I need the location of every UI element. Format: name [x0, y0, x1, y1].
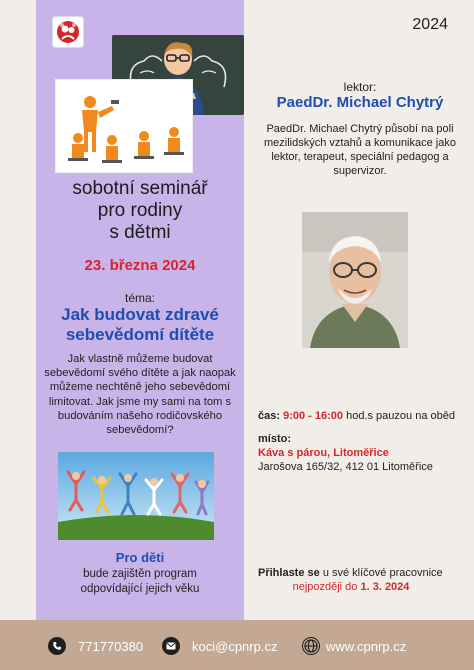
contact-website[interactable] — [302, 637, 406, 655]
kids-description-text: bude zajištěn program odpovídající jejich věku — [80, 568, 200, 595]
place-address: Jarošova 165/32, 412 01 Litoměřice — [258, 461, 433, 473]
email-address: koci@cpnrp.cz — [192, 638, 278, 654]
deadline-prefix: nejpozději do — [292, 581, 358, 593]
time-note: hod.s pauzou na oběd — [346, 410, 455, 422]
seminar-title — [36, 178, 244, 244]
place-venue: Káva s párou, Litoměřice — [258, 447, 389, 459]
topic-title — [36, 305, 244, 345]
topic-label: téma: — [124, 291, 155, 305]
photo-lecturer — [302, 212, 408, 348]
topic-description: Jak vlastně můžeme budovat sebevědomí svého dítěte a jak naopak můžeme nechtěně jeho sebevědomí limitovat. Jak jsme my sami na tom s budováním našeho rodičovského sebevědomí? — [44, 353, 236, 437]
phone-icon — [48, 637, 66, 655]
organization-logo — [52, 16, 84, 48]
seminar-date: 23. března 2024 — [84, 257, 196, 274]
photo-meeting-illustration — [56, 80, 192, 172]
seminar-title-line: pro rodiny — [97, 200, 183, 221]
photo-jumping-children — [58, 452, 214, 540]
phone-number: 771770380 — [78, 638, 144, 654]
place-info — [258, 432, 433, 474]
registration-call: Přihlaste se — [258, 567, 320, 579]
place-label: místo: — [258, 433, 291, 445]
deadline-date: 1. 3. 2024 — [360, 581, 410, 593]
contact-phone[interactable] — [48, 637, 143, 655]
seminar-title-line: s dětmi — [109, 222, 171, 243]
schedule-info — [258, 409, 455, 423]
year-label: 2024 — [412, 16, 448, 33]
time-range: 9:00 - 16:00 — [283, 410, 344, 422]
topic-title-line: Jak budovat zdravé — [61, 305, 219, 324]
globe-icon — [302, 637, 320, 655]
email-icon — [162, 637, 180, 655]
registration-info — [258, 566, 468, 594]
lector-name: PaedDr. Michael Chytrý — [276, 94, 444, 111]
lector-bio: PaedDr. Michael Chytrý působí na poli mezilidských vztahů a komunikace jako lektor, terapeut, speciální pedagog a supervizor. — [264, 123, 456, 177]
website-url: www.cpnrp.cz — [326, 638, 407, 654]
logo-icon — [55, 19, 81, 45]
kids-description — [36, 567, 244, 596]
topic-title-line: sebevědomí dítěte — [65, 325, 215, 344]
seminar-title-line: sobotní seminář — [72, 178, 208, 199]
contact-email[interactable] — [162, 637, 277, 655]
time-label: čas: — [258, 410, 281, 422]
kids-title: Pro děti — [115, 550, 165, 565]
registration-deadline — [258, 580, 468, 594]
lector-label: lektor: — [343, 80, 377, 94]
registration-text: u své klíčové pracovnice — [322, 567, 443, 579]
